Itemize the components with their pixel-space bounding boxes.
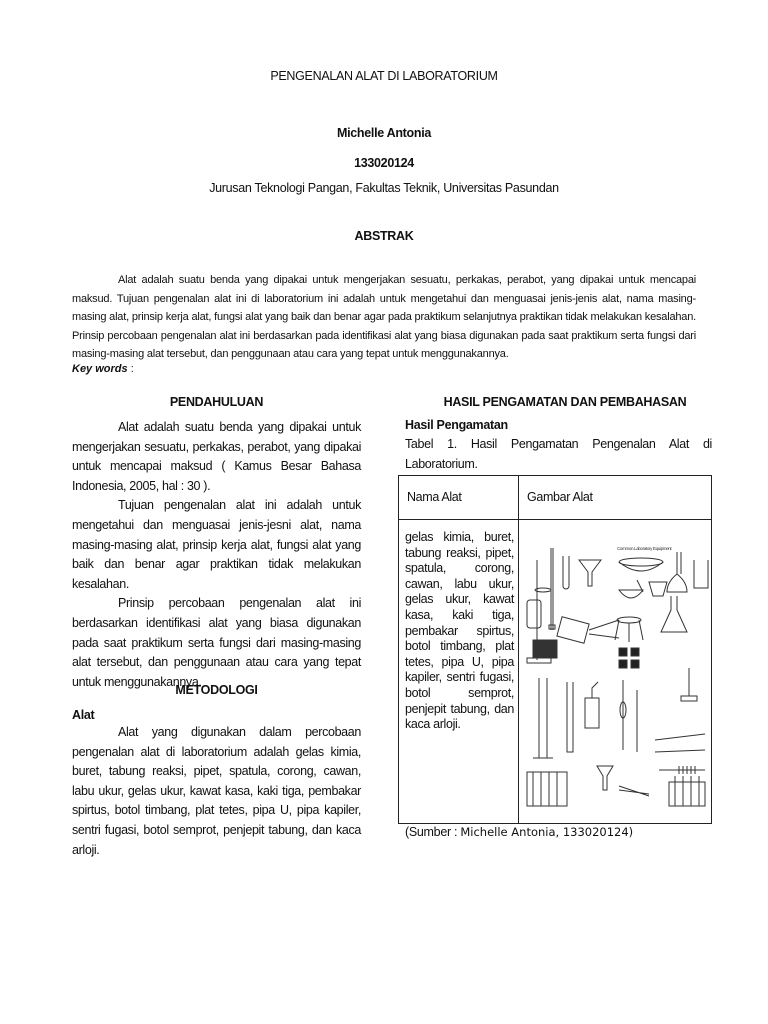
graduated-cylinder-icon	[533, 678, 573, 758]
subsection-alat-heading: Alat	[72, 708, 95, 722]
rubber-stopper-icon	[619, 648, 639, 668]
abstract-heading: ABSTRAK	[354, 229, 414, 243]
small-funnel-icon	[597, 766, 613, 790]
figure-source	[405, 825, 633, 839]
volumetric-flask-icon	[667, 552, 687, 592]
figure-title: Common Laboratory Equipment	[617, 546, 672, 551]
student-id: 133020124	[354, 156, 414, 170]
test-tube-brush-icon	[659, 766, 705, 774]
spatula-icon	[655, 734, 705, 752]
keywords	[72, 363, 134, 375]
section-pendahuluan-body	[72, 418, 361, 692]
author-name: Michelle Antonia	[336, 126, 432, 140]
table-caption	[405, 435, 712, 474]
pendahuluan-paragraph-3: Prinsip percobaan pengenalan alat ini berdasarkan identifikasi alat yang biasa digunakan pada saat praktikum serta fungsi dari masing-masing alat tersebut, dan penggunaan atau cara yang tepat untuk menggunakannya.	[72, 596, 361, 689]
squeeze-bottle-icon	[585, 682, 599, 728]
source-value: Michelle Antonia, 133020124)	[460, 825, 634, 839]
section-metodologi-body	[72, 723, 361, 860]
table-header-nama-alat: Nama Alat	[399, 476, 519, 520]
subsection-hasil-pengamatan-heading: Hasil Pengamatan	[405, 418, 508, 432]
wash-bottle-icon	[527, 600, 541, 628]
abstract-text	[72, 271, 696, 364]
wire-gauze-icon	[557, 617, 589, 644]
tongs-icon	[589, 620, 619, 638]
section-hasil-heading: HASIL PENGAMATAN DAN PEMBAHASAN	[443, 395, 687, 409]
paper-title: PENGENALAN ALAT DI LABORATORIUM	[270, 69, 498, 83]
affiliation: Jurusan Teknologi Pangan, Fakultas Teknik, Universitas Pasundan	[209, 181, 559, 195]
section-metodologi-heading: METODOLOGI	[175, 683, 258, 697]
bunsen-burner-icon	[681, 668, 697, 701]
tripod-icon	[615, 617, 643, 642]
equipment-table	[398, 475, 712, 824]
equipment-name-list: gelas kimia, buret, tabung reaksi, pipet, spatula, corong, cawan, labu ukur, gelas ukur, kawat kasa, kaki tiga, pembakar spirtus, botol timbang, plat tetes, pipa U, pipa kapiler, sentri fugasi, botol semprot, penjepit tabung, dan kaca arloji.	[399, 520, 519, 824]
erlenmeyer-flask-icon	[661, 596, 687, 632]
mortar-icon	[619, 580, 643, 598]
evaporating-dish-icon	[619, 558, 663, 571]
table-row	[399, 520, 712, 824]
section-pendahuluan-heading: PENDAHULUAN	[169, 395, 264, 409]
tube-rack-icon	[669, 776, 705, 806]
abstract-body: Alat adalah suatu benda yang dipakai untuk mengerjakan sesuatu, perkakas, perabot, yang dipakai untuk mencapai maksud. Tujuan pengenalan alat ini di laboratorium ini adalah untuk mengetahui dan menguasai jenis-jenis alat, nama masing-masing alat, prinsip kerja alat, fungsi alat yang baik dan benar agar pada praktikum selanjutnya praktikan tidak melakukan kesalahan. Prinsip percobaan pengenalan alat ini berdasarkan pada identifikasi alat yang biasa digunakan pada saat praktikum serta fungsi dari masing-masing alat tersebut, dan penggunaan atau cara yang tepat untuk menggunakannya.	[72, 274, 696, 361]
test-tube-rack-icon	[527, 772, 567, 806]
crucible-icon	[649, 582, 667, 596]
beaker-icon	[694, 560, 708, 588]
table-header-row	[399, 476, 712, 520]
metodologi-paragraph-1: Alat yang digunakan dalam percobaan pengenalan alat di laboratorium adalah gelas kimia, buret, tabung reaksi, pipet, spatula, corong, cawan, labu ukur, gelas ukur, kawat kasa, kaki tiga, pembakar spirtus, botol timbang, plat tetes, pipa U, pipa kapiler, sentri fugasi, botol semprot, penjepit tabung, dan kaca arloji.	[72, 725, 361, 857]
keywords-separator: :	[127, 363, 134, 375]
source-label: (Sumber :	[405, 825, 461, 839]
test-tube-icon	[563, 556, 569, 589]
pendahuluan-paragraph-2: Tujuan pengenalan alat ini adalah untuk mengetahui dan menguasai jenis-jesni alat, nama masing-masing alat, prinsip kerja alat, fungsi alat yang baik dan benar agar praktikan tidak melakukan kesalahan.	[72, 498, 361, 591]
equipment-figure-cell	[519, 520, 712, 824]
pipette-icon	[620, 680, 637, 752]
table-caption-text: Tabel 1. Hasil Pengamatan Pengenalan Alat di Laboratorium.	[405, 437, 712, 471]
keywords-label: Key words	[72, 363, 128, 375]
lab-equipment-illustration	[519, 520, 711, 820]
funnel-icon	[579, 560, 601, 586]
clamp-icon	[619, 786, 649, 796]
table-header-gambar-alat: Gambar Alat	[519, 476, 712, 520]
spot-plate-icon	[533, 640, 557, 658]
pendahuluan-paragraph-1: Alat adalah suatu benda yang dipakai untuk mengerjakan sesuatu, perkakas, perabot, yang dipakai untuk mencapai maksud ( Kamus Besar Bahasa Indonesia, 2005, hal : 30 ).	[72, 420, 361, 493]
